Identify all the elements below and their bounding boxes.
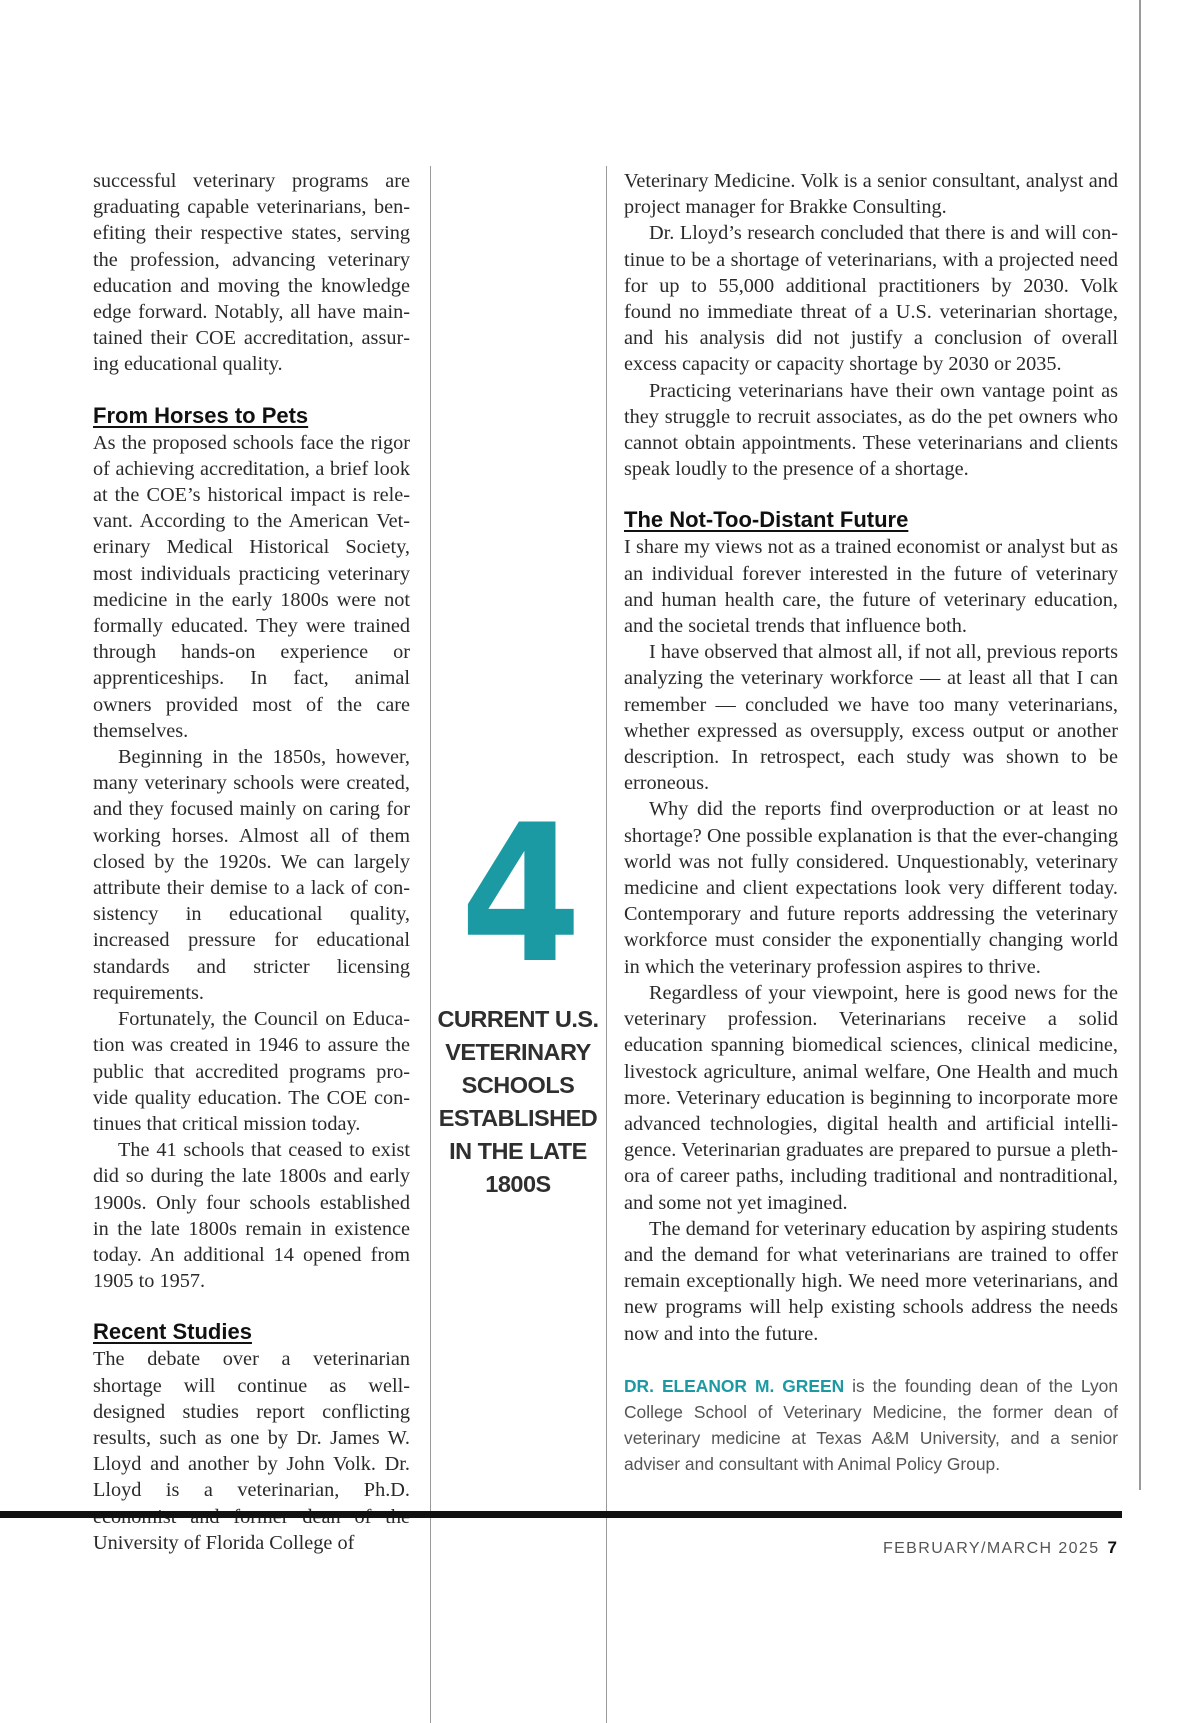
paragraph-horses-4: The 41 schools that ceased to exist did so during the late 1800s and early 1900s. Only four schools established in the late 1800s remain in existence today. An additional 14 opened from 1905 to 1957.: [93, 1139, 410, 1293]
pull-stat-number: 4: [459, 784, 577, 1005]
paragraph-recent-1: The debate over a veterinarian shortage will continue as well-designed studies report conflicting results, such as one by Dr. James W. Lloyd and another by John Volk. Dr. Lloyd is a veterinarian, Ph.D. University of Florida College of: [93, 1348, 410, 1554]
heading-recent-studies: Recent Studies: [93, 1319, 252, 1345]
page-number: 7: [1107, 1538, 1117, 1557]
paragraph-future-1: I share my views not as a trained economist or analyst but as an individual forever interested in the future of veterinary and human health care, the future of veterinary education, and the societal trends that influence both.: [624, 536, 1118, 638]
right-column: [624, 168, 1118, 1478]
page-edge-rule: [1139, 0, 1141, 1490]
column-divider-left: [430, 166, 431, 1723]
author-bio: [624, 1373, 1118, 1478]
page-footer: [883, 1538, 1117, 1558]
paragraph-future-3: Why did the reports find overproduction or at least no shortage? One possible explanation is that the ever-changing world was not fully considered. Unquestionably, veterinary medicine and client expectations look very different today. Contemporary and future reports addressing the veterinary workforce must consider the exponentially changing world in which the veterinary profession aspires to thrive.: [624, 798, 1118, 978]
paragraph-future-2: I have observed that almost all, if not all, previous reports analyzing the veterinary workforce — at least all that I can remember — concluded we have too many veterinarians, whether expressed as oversupply, excess output or another description. In retrospect, each study was shown to be erroneous.: [624, 641, 1118, 795]
paragraph-continued: Veterinary Medicine. Volk is a senior consultant, analyst and project manager for Brakke Consulting.: [624, 170, 1118, 219]
heading-from-horses-to-pets: From Horses to Pets: [93, 402, 309, 428]
issue-date: FEBRUARY/MARCH 2025: [882, 1540, 1100, 1557]
paragraph-horses-1: As the proposed schools face the rigor of achieving accreditation, a brief look at the COE’s historical impact is relevant. According to the American Veterinary Medical Historical Society, most individuals practicing veterinary medicine in the early 1800s were not formally educated. They were trained through hands-on experience or apprenticeships. In fact, animal owners provided most of the care themselves.: [93, 431, 410, 742]
author-bio-text: is the founding dean of the Lyon College School of Veterinary Medicine, the former dean of veterinary medicine at Texas A&M University, and a senior adviser and consultant with Animal Policy Group.: [624, 1375, 1118, 1475]
paragraph-horses-3: Fortunately, the Council on Education was created in 1946 to assure the public that accredited programs provide quality education. The COE continues that critical mission today.: [93, 1008, 410, 1135]
author-name: DR. ELEANOR M. GREEN: [624, 1375, 845, 1396]
paragraph-practicing: Practicing veterinarians have their own vantage point as they struggle to recruit associates, as do the pet owners who cannot obtain appointments. These veterinarians and clients speak loudly to the presence of a shortage.: [624, 379, 1118, 481]
left-column: [93, 168, 410, 1556]
paragraph-future-5: The demand for veterinary education by aspiring students and the demand for what veterinarians are trained to offer remain exceptionally high. We need more veterinarians, and new programs will help existing schools address the needs now and into the future.: [624, 1217, 1118, 1345]
paragraph-lloyd: Dr. Lloyd’s research concluded that there is and will continue to be a shortage of veterinarians, with a projected need for up to 55,000 additional practitioners by 2030. Volk found no immediate threat of a U.S. veterinarian shortage, and his analysis did not justify a conclusion of overall excess capacity or capacity shortage by 2030 or 2035.: [624, 222, 1118, 376]
paragraph-future-4: Regardless of your viewpoint, here is good news for the veterinary profession. Veterinarians receive a solid education spanning biomedical sciences, clinical medicine, livestock agriculture, animal welfare, One Health and much more. Veterinary education is beginning to incorporate more advanced technologies, digital health and artificial intelligence. Veterinarian graduates are prepared to pursue a plethora of career paths, including traditional and nontraditional, and some not yet imagined.: [624, 981, 1118, 1214]
pull-stat: [432, 784, 604, 1201]
heading-not-too-distant-future: The Not-Too-Distant Future: [624, 507, 909, 533]
footer-rule: [0, 1511, 1122, 1518]
pull-stat-caption: CURRENT U.S. VETERINARY SCHOOLS ESTABLISHED IN THE LATE 1800S: [437, 1006, 599, 1197]
paragraph-horses-2: Beginning in the 1850s, however, many veterinary schools were created, and they focused mainly on caring for working horses. Almost all of them closed by the 1920s. We can largely attribute their demise to a lack of consistency in educational quality, increased pressure for educational standards and stricter licensing requirements.: [93, 746, 410, 1004]
paragraph-intro: successful veterinary programs are graduating capable veterinarians, benefiting their respective states, serving the profession, advancing veterinary education and moving the knowledge edge forward. Notably, all have maintained their COE accreditation, assuring educational quality.: [93, 170, 410, 376]
column-divider-right: [606, 166, 607, 1723]
